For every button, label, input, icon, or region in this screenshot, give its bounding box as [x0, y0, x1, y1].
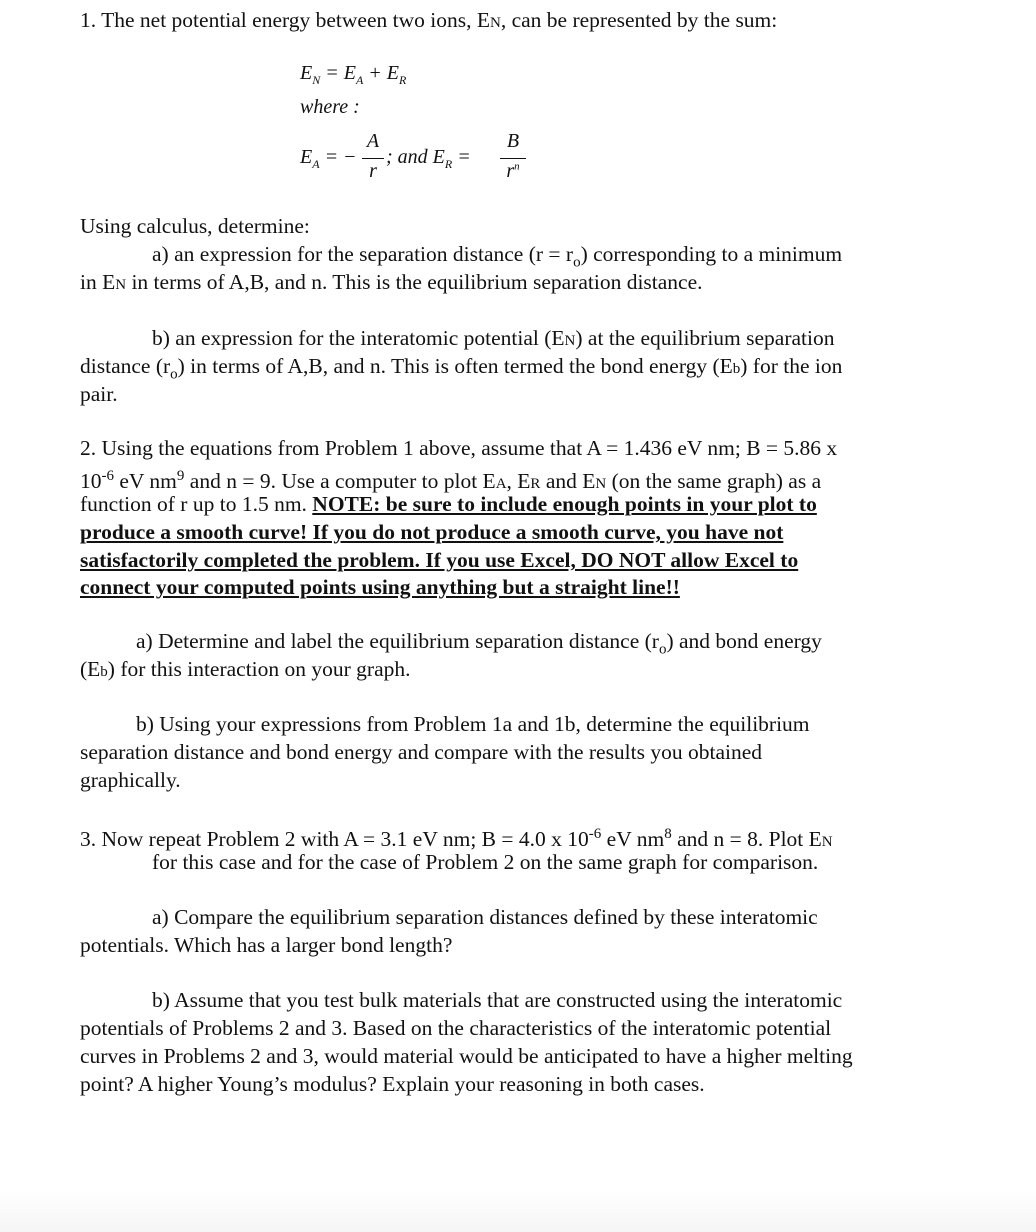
- ea-numerator: A: [366, 130, 380, 152]
- problem-2b-line-3: graphically.: [80, 768, 181, 792]
- problem-1a-line-1: a) an expression for the separation distance $(r = r_o)$ corresponding to a minimum: [152, 242, 843, 271]
- problem-2-note-line-5: satisfactorily completed the problem. If you use Excel, DO NOT allow Excel to: [80, 548, 799, 572]
- problem-3b-line-2: potentials of Problems 2 and 3. Based on the characteristics of the interatomic potential: [80, 1016, 832, 1040]
- problem-2b-line-1: b) Using your expressions from Problem 1a and 1b, determine the equilibrium: [136, 712, 810, 736]
- equation-er: ; and $E_R$ =: [386, 146, 471, 171]
- equation-ea: $E_A$ = −: [300, 146, 357, 171]
- problem-3a-line-2: potentials. Which has a larger bond length?: [80, 933, 453, 957]
- using-calculus: Using calculus, determine:: [80, 214, 310, 238]
- page-bottom-edge: [0, 1190, 1036, 1232]
- problem-2-line-2: $10^{-6}$ eV $nm^9$ and n = 9. Use a computer to plot EA, ER and EN (on the same graph) as a: [80, 468, 822, 494]
- ea-denominator: r: [369, 160, 377, 182]
- problem-2a-line-1: a) Determine and label the equilibrium separation distance $(r_o)$ and bond energy: [136, 629, 822, 658]
- problem-1-intro: 1. The net potential energy between two ions, EN, can be represented by the sum:: [80, 8, 778, 32]
- er-fraction-bar: [500, 158, 526, 159]
- problem-1a-line-2: in EN in terms of A,B, and n. This is the equilibrium separation distance.: [80, 270, 703, 294]
- problem-3a-line-1: a) Compare the equilibrium separation distances defined by these interatomic: [152, 905, 818, 929]
- problem-3b-line-3: curves in Problems 2 and 3, would material would be anticipated to have a higher melting: [80, 1044, 853, 1068]
- problem-2-line-1: 2. Using the equations from Problem 1 above, assume that A = 1.436 eV nm; B = 5.86 x: [80, 436, 838, 460]
- er-numerator: B: [506, 130, 520, 152]
- problem-1b-line-3: pair.: [80, 382, 118, 406]
- problem-2b-line-2: separation distance and bond energy and compare with the results you obtained: [80, 740, 763, 764]
- problem-3-line-2: for this case and for the case of Problem 2 on the same graph for comparison.: [152, 850, 819, 874]
- problem-1b-line-1: b) an expression for the interatomic potential (EN) at the equilibrium separation: [152, 326, 835, 350]
- equation-en-sum: $E_N = E_A + E_R$: [300, 62, 407, 87]
- problem-1b-line-2: distance $(r_o)$ in terms of A,B, and n. This is often termed the bond energy (Eb) for the ion: [80, 354, 843, 383]
- er-denominator: $r^n$: [506, 160, 520, 182]
- problem-3b-line-4: point? A higher Young’s modulus? Explain your reasoning in both cases.: [80, 1072, 705, 1096]
- problem-3b-line-1: b) Assume that you test bulk materials that are constructed using the interatomic: [152, 988, 843, 1012]
- ea-fraction-bar: [362, 158, 384, 159]
- problem-3-line-1: 3. Now repeat Problem 2 with A = 3.1 eV nm; B = 4.0 x $10^{-6}$ eV $nm^8$ and n = 8. Plot EN: [80, 826, 833, 852]
- equation-where: where :: [300, 96, 360, 118]
- problem-2a-line-2: (Eb) for this interaction on your graph.: [80, 657, 411, 681]
- problem-2-line-3: function of r up to 1.5 nm. NOTE: be sure to include enough points in your plot to: [80, 492, 817, 516]
- problem-2-note-line-4: produce a smooth curve! If you do not produce a smooth curve, you have not: [80, 520, 784, 544]
- problem-2-note-line-6: connect your computed points using anything but a straight line!!: [80, 575, 680, 599]
